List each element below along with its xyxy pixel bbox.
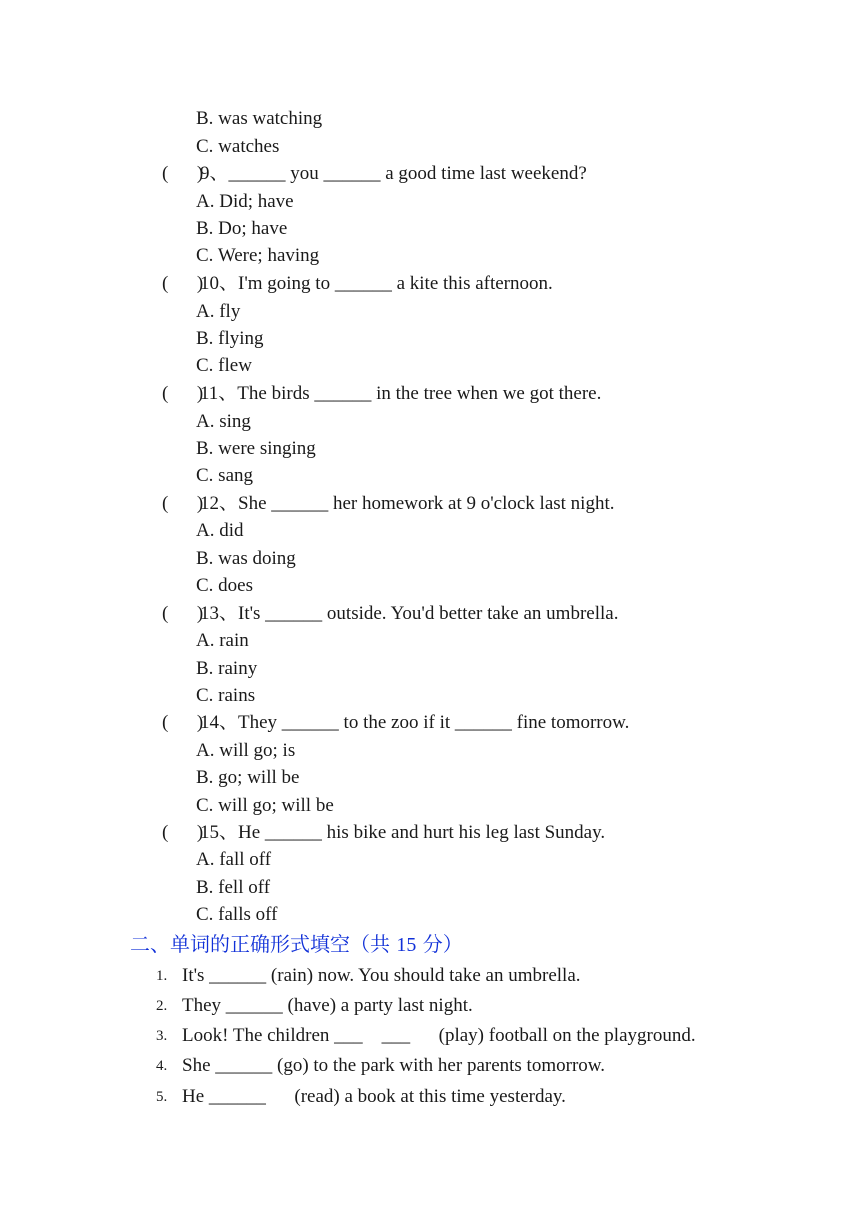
option-q9-b: B. Do; have [196, 218, 288, 239]
option-q11-b: B. were singing [196, 438, 316, 459]
section-2-heading-suffix: 分） [416, 932, 463, 956]
option-q12-a: A. did [196, 520, 244, 541]
option-q8-c: C. watches [196, 136, 280, 157]
fill-item-4: She ______ (go) to the park with her parents tomorrow. [182, 1055, 606, 1076]
answer-blank-q11[interactable]: ( ) [162, 383, 204, 404]
option-q14-c: C. will go; will be [196, 795, 334, 816]
option-q13-b: B. rainy [196, 658, 258, 679]
section-2-heading [130, 932, 463, 957]
option-q13-a: A. rain [196, 630, 249, 651]
question-stem-q10: 10、I'm going to ______ a kite this afternoon. [200, 273, 553, 294]
fill-item-5: He ______ (read) a book at this time yesterday. [182, 1086, 566, 1107]
fill-item-2: They ______ (have) a party last night. [182, 995, 473, 1016]
option-q9-c: C. Were; having [196, 245, 320, 266]
section-2-score: 15 [396, 934, 417, 956]
option-q14-b: B. go; will be [196, 767, 300, 788]
question-stem-q14: 14、They ______ to the zoo if it ______ fine tomorrow. [200, 712, 630, 733]
fill-item-1: It's ______ (rain) now. You should take an umbrella. [182, 965, 581, 986]
question-stem-q15: 15、He ______ his bike and hurt his leg last Sunday. [200, 822, 606, 843]
option-q10-c: C. flew [196, 355, 252, 376]
answer-blank-q12[interactable]: ( ) [162, 493, 204, 514]
option-q11-a: A. sing [196, 411, 251, 432]
fill-item-number: 2. [156, 998, 168, 1014]
answer-blank-q13[interactable]: ( ) [162, 603, 204, 624]
fill-item-number: 3. [156, 1028, 168, 1044]
option-q11-c: C. sang [196, 465, 253, 486]
fill-item-number: 1. [156, 968, 168, 984]
option-q14-a: A. will go; is [196, 740, 296, 761]
option-q15-a: A. fall off [196, 849, 272, 870]
fill-item-3: Look! The children ___ ___ (play) football on the playground. [182, 1025, 696, 1046]
fill-item-number: 5. [156, 1089, 168, 1105]
answer-blank-q10[interactable]: ( ) [162, 273, 204, 294]
option-q8-b: B. was watching [196, 108, 323, 129]
option-q10-a: A. fly [196, 301, 241, 322]
option-q12-b: B. was doing [196, 548, 296, 569]
option-q15-c: C. falls off [196, 904, 278, 925]
answer-blank-q15[interactable]: ( ) [162, 822, 204, 843]
answer-blank-q14[interactable]: ( ) [162, 712, 204, 733]
option-q9-a: A. Did; have [196, 191, 294, 212]
option-q13-c: C. rains [196, 685, 256, 706]
question-stem-q9: 9、______ you ______ a good time last weekend? [200, 163, 587, 184]
option-q12-c: C. does [196, 575, 253, 596]
question-stem-q13: 13、It's ______ outside. You'd better take an umbrella. [200, 603, 619, 624]
question-stem-q11: 11、The birds ______ in the tree when we got there. [200, 383, 602, 404]
option-q15-b: B. fell off [196, 877, 271, 898]
fill-item-number: 4. [156, 1058, 168, 1074]
question-stem-q12: 12、She ______ her homework at 9 o'clock last night. [200, 493, 615, 514]
option-q10-b: B. flying [196, 328, 264, 349]
answer-blank-q9[interactable]: ( ) [162, 163, 204, 184]
section-2-heading-prefix: 二、单词的正确形式填空（共 [130, 932, 397, 956]
